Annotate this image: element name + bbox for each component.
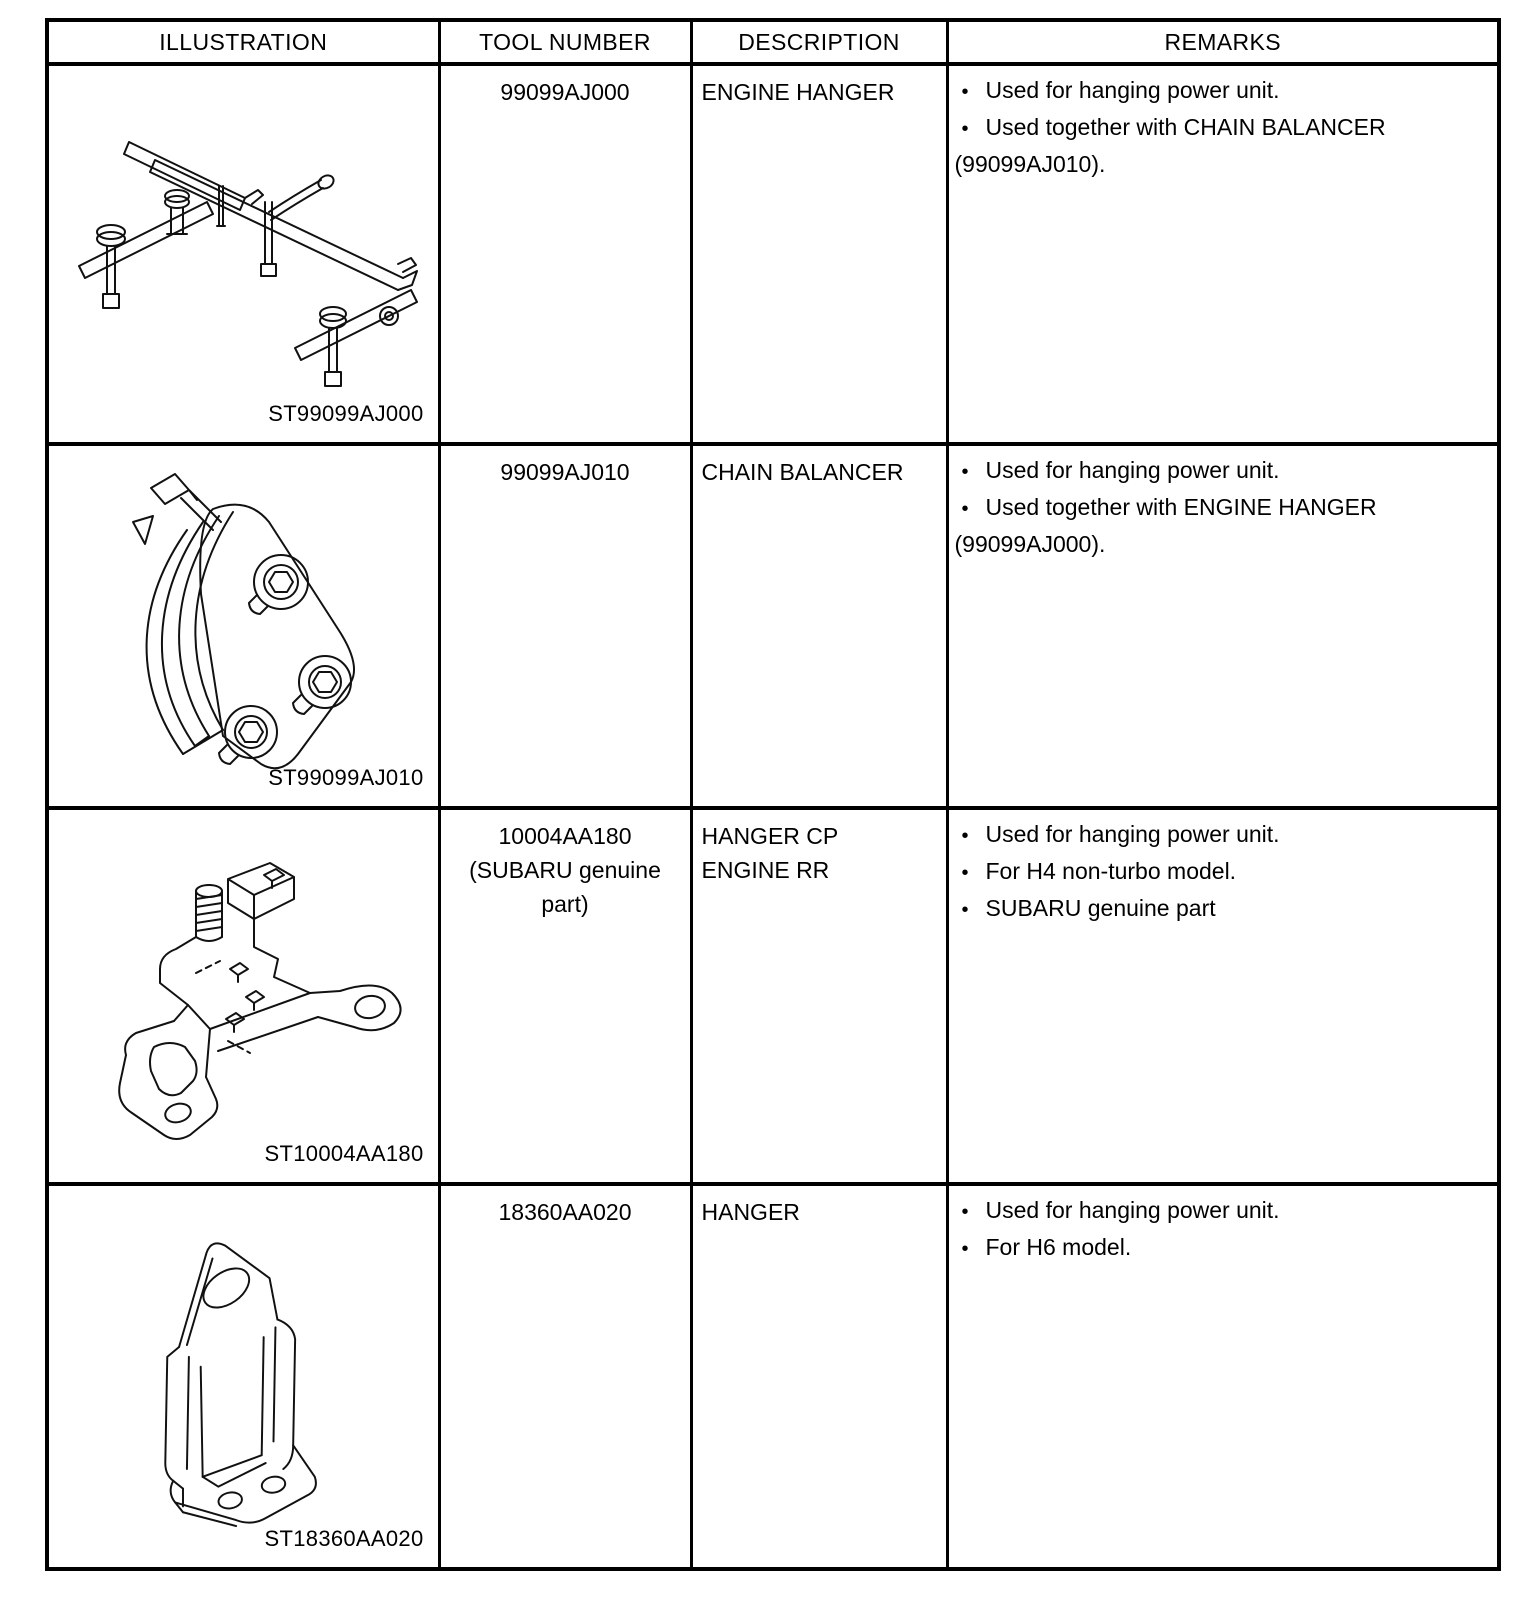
remark-item-continuation xyxy=(955,527,1488,562)
illustration-caption: ST99099AJ000 xyxy=(268,401,424,426)
tool-number-line: part) xyxy=(541,891,589,917)
bullet-icon: • xyxy=(961,81,969,103)
column-header-tool-number: TOOL NUMBER xyxy=(439,20,691,64)
table-row xyxy=(47,808,1499,1184)
remark-text: For H6 model. xyxy=(985,1234,1132,1260)
illustration-cell xyxy=(47,64,439,444)
column-header-description: DESCRIPTION xyxy=(691,20,947,64)
tool-number-line: 10004AA180 xyxy=(498,823,632,849)
remark-item xyxy=(955,854,1488,891)
remark-text: SUBARU genuine part xyxy=(985,895,1216,921)
engine-hanger-illustration xyxy=(49,66,438,442)
bullet-icon: • xyxy=(961,118,969,140)
tool-number-line: (SUBARU genuine xyxy=(469,857,661,883)
remark-item xyxy=(955,891,1488,928)
table-row xyxy=(47,64,1499,444)
hanger-illustration xyxy=(49,1186,438,1567)
description-line: ENGINE RR xyxy=(701,857,830,883)
remark-text: Used for hanging power unit. xyxy=(985,77,1280,103)
bullet-icon: • xyxy=(961,461,969,483)
tool-number-cell xyxy=(439,444,691,808)
remark-item xyxy=(955,73,1488,110)
remark-text: Used together with CHAIN BALANCER xyxy=(985,114,1386,140)
illustration-caption: ST99099AJ010 xyxy=(268,765,424,790)
remark-item xyxy=(955,453,1488,490)
hanger-cp-engine-rr-illustration xyxy=(49,810,438,1182)
description-cell xyxy=(691,444,947,808)
tool-number-cell xyxy=(439,64,691,444)
remark-text: (99099AJ000). xyxy=(954,531,1106,557)
tool-number-cell xyxy=(439,1184,691,1569)
bullet-icon: • xyxy=(961,1201,969,1223)
remark-text: (99099AJ010). xyxy=(954,151,1106,177)
remark-text: Used for hanging power unit. xyxy=(985,821,1280,847)
header-row xyxy=(47,20,1499,64)
illustration-caption: ST10004AA180 xyxy=(264,1141,424,1166)
remark-item-continuation xyxy=(955,147,1488,182)
tool-number-cell xyxy=(439,808,691,1184)
description-cell xyxy=(691,1184,947,1569)
remark-item xyxy=(955,1193,1488,1230)
special-tools-table xyxy=(45,18,1501,1571)
tool-number-line: 18360AA020 xyxy=(498,1199,632,1225)
description-line: HANGER xyxy=(701,1199,800,1225)
remark-item xyxy=(955,490,1488,527)
description-line: CHAIN BALANCER xyxy=(701,459,904,485)
illustration-cell xyxy=(47,808,439,1184)
description-cell xyxy=(691,808,947,1184)
remarks-cell xyxy=(947,444,1499,808)
remarks-cell xyxy=(947,1184,1499,1569)
description-line: HANGER CP xyxy=(701,823,839,849)
illustration-cell xyxy=(47,444,439,808)
tool-number-line: 99099AJ010 xyxy=(500,459,630,485)
bullet-icon: • xyxy=(961,862,969,884)
column-header-illustration: ILLUSTRATION xyxy=(47,20,439,64)
description-cell xyxy=(691,64,947,444)
table-row xyxy=(47,444,1499,808)
bullet-icon: • xyxy=(961,825,969,847)
illustration-cell xyxy=(47,1184,439,1569)
bullet-icon: • xyxy=(961,1238,969,1260)
remarks-cell xyxy=(947,64,1499,444)
description-line: ENGINE HANGER xyxy=(701,79,895,105)
remarks-cell xyxy=(947,808,1499,1184)
remark-text: For H4 non-turbo model. xyxy=(985,858,1237,884)
remark-item xyxy=(955,817,1488,854)
bullet-icon: • xyxy=(961,498,969,520)
chain-balancer-illustration xyxy=(49,446,438,806)
remark-text: Used for hanging power unit. xyxy=(985,457,1280,483)
illustration-caption: ST18360AA020 xyxy=(264,1526,424,1551)
column-header-remarks: REMARKS xyxy=(947,20,1499,64)
remark-item xyxy=(955,110,1488,147)
remark-text: Used together with ENGINE HANGER xyxy=(985,494,1377,520)
tools-table-body xyxy=(47,64,1499,1569)
remark-item xyxy=(955,1230,1488,1267)
table-row xyxy=(47,1184,1499,1569)
remark-text: Used for hanging power unit. xyxy=(985,1197,1280,1223)
bullet-icon: • xyxy=(961,899,969,921)
tool-number-line: 99099AJ000 xyxy=(500,79,630,105)
